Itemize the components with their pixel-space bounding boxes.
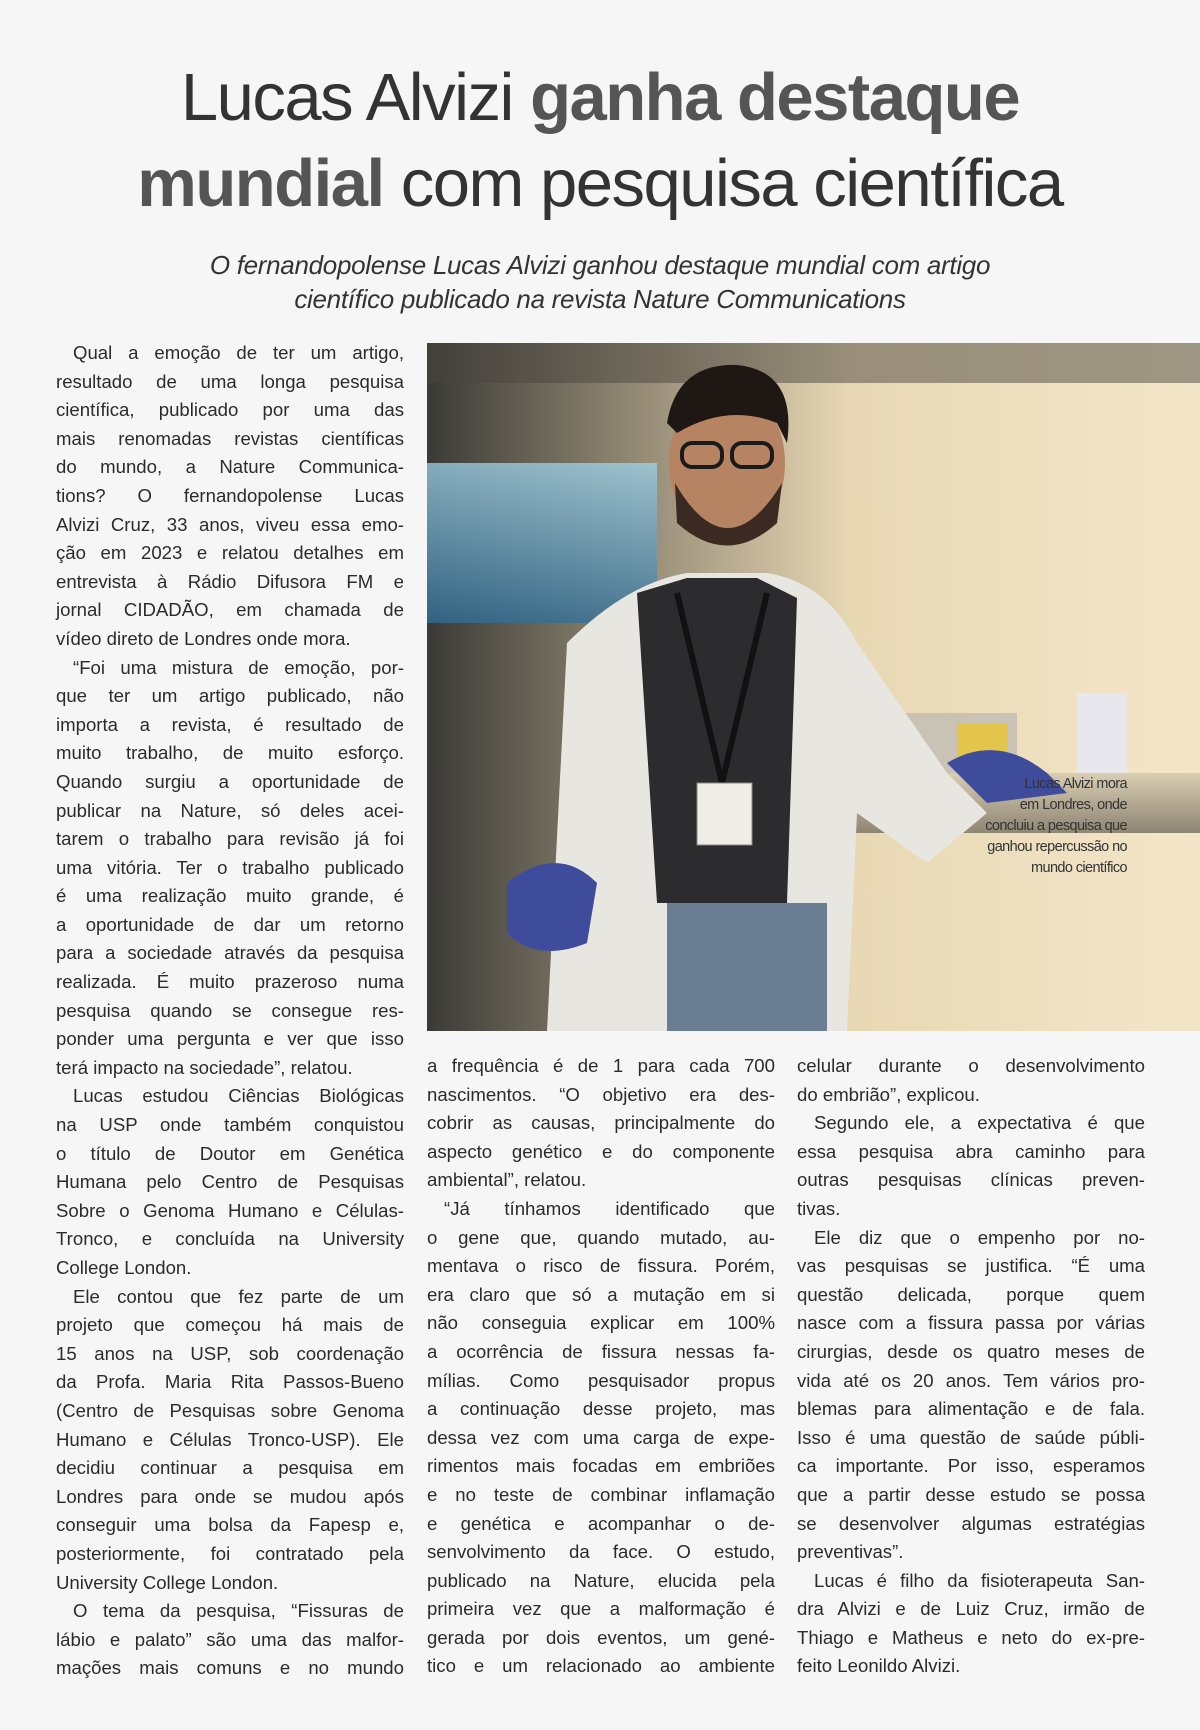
caption-line: concluiu a pesquisa que [985, 818, 1127, 834]
subheadline [0, 248, 1200, 316]
paragraph-line: uma vitória. Ter o trabalho publicado [56, 856, 404, 878]
paragraph-line: Alvizi Cruz, 33 anos, viveu essa emo- [56, 513, 404, 535]
paragraph-line: resultado de uma longa pesquisa [56, 370, 404, 392]
paragraph-line: publicar na Nature, só deles acei- [56, 799, 404, 821]
paragraph-line: questão delicada, porque quem [797, 1283, 1145, 1305]
paragraph-line: 15 anos na USP, sob coordenação [56, 1342, 404, 1364]
paragraph-line: cirurgias, desde os quatro meses de [797, 1340, 1145, 1362]
subheadline-line: O fernandopolense Lucas Alvizi ganhou destaque mundial com artigo [209, 250, 991, 280]
paragraph-line: para a sociedade através da pesquisa [56, 942, 404, 964]
paragraph-line: o título de Doutor em Genética [56, 1142, 404, 1164]
headline-light: Lucas Alvizi [180, 60, 513, 135]
paragraph-line: feito Leonildo Alvizi. [797, 1655, 961, 1677]
article-paragraph [427, 1195, 775, 1681]
paragraph-line: do mundo, a Nature Communica- [56, 456, 404, 478]
paragraph-line: ambiental”, relatou. [427, 1169, 587, 1191]
caption-line: em Londres, onde [1019, 797, 1127, 813]
paragraph-line: Londres para onde se mudou após [56, 1485, 404, 1507]
paragraph-line: tico e um relacionado ao ambiente [427, 1655, 775, 1677]
article-paragraph [56, 339, 404, 654]
paragraph-line: tivas. [797, 1197, 841, 1219]
caption-line: Lucas Alvizi mora [1024, 776, 1127, 792]
paragraph-line: mais renomadas revistas científicas [56, 427, 404, 449]
paragraph-line: essa pesquisa abra caminho para [797, 1140, 1145, 1162]
headline-line-1 [0, 60, 1200, 135]
lab-researcher-photo [427, 343, 1200, 1031]
paragraph-line: a continuação desse projeto, mas [427, 1398, 775, 1420]
paragraph-line: a frequência é de 1 para cada 700 [427, 1055, 775, 1076]
paragraph-line: é uma realização muito grande, é [56, 885, 404, 907]
paragraph-line: nasce com a fissura passa por várias [797, 1312, 1145, 1334]
paragraph-line: realizada. É muito prazeroso numa [56, 971, 404, 993]
paragraph-line: dra Alvizi e de Luiz Cruz, irmão de [797, 1598, 1145, 1620]
paragraph-line: mentava o risco de fissura. Porém, [427, 1255, 775, 1277]
paragraph-line: cobrir as causas, principalmente do [427, 1112, 775, 1134]
paragraph-line: (Centro de Pesquisas sobre Genoma [56, 1399, 404, 1421]
paragraph-line: se desenvolver algumas estratégias [797, 1512, 1145, 1534]
paragraph-line: muito trabalho, de muito esforço. [56, 742, 404, 764]
paragraph-line: ção em 2023 e relatou detalhes em [56, 542, 404, 564]
paragraph-line: e genética e acompanhar o de- [427, 1512, 775, 1534]
paragraph-line: projeto que começou há mais de [56, 1314, 404, 1336]
paragraph-line: a oportunidade de dar um retorno [56, 913, 404, 935]
paragraph-line: senvolvimento da face. O estudo, [427, 1541, 775, 1563]
article-paragraph [56, 1082, 404, 1282]
paragraph-line: Humana pelo Centro de Pesquisas [56, 1171, 404, 1193]
paragraph-line: entrevista à Rádio Difusora FM e [56, 570, 404, 592]
paragraph-line: outras pesquisas clínicas preven- [797, 1169, 1145, 1191]
paragraph-line: Ele contou que fez parte de um [73, 1285, 404, 1307]
article-paragraph [797, 1224, 1145, 1567]
paragraph-line: “Já tínhamos identificado que [444, 1197, 775, 1219]
paragraph-line: importa a revista, é resultado de [56, 713, 404, 735]
paragraph-line: posteriormente, foi contratado pela [56, 1542, 404, 1564]
paragraph-line: da Profa. Maria Rita Passos-Bueno [56, 1371, 404, 1393]
paragraph-line: publicado na Nature, elucida pela [427, 1569, 775, 1591]
paragraph-line: Qual a emoção de ter um artigo, [73, 342, 404, 363]
article-paragraph [56, 654, 404, 1083]
photo-caption [985, 774, 1127, 879]
paragraph-line: tarem o trabalho para revisão já foi [56, 828, 404, 850]
paragraph-line: nascimentos. “O objetivo era des- [427, 1083, 775, 1105]
paragraph-line: blemas para alimentação e de fala. [797, 1398, 1145, 1420]
paragraph-line: Lucas é filho da fisioterapeuta San- [814, 1569, 1145, 1591]
paragraph-line: University College London. [56, 1571, 279, 1593]
article-paragraph [797, 1109, 1145, 1223]
paragraph-line: terá impacto na sociedade”, relatou. [56, 1056, 353, 1078]
caption-line: mundo científico [1031, 860, 1127, 876]
article-column-3 [797, 1052, 1145, 1681]
paragraph-line: vida até os 20 anos. Tem vários pro- [797, 1369, 1145, 1391]
paragraph-line: Lucas estudou Ciências Biológicas [73, 1085, 404, 1107]
paragraph-line: jornal CIDADÃO, em chamada de [56, 599, 404, 621]
paragraph-line: dessa vez com uma carga de expe- [427, 1426, 775, 1448]
paragraph-line: Quando surgiu a oportunidade de [56, 770, 404, 792]
paragraph-line: Humano e Células Tronco-USP). Ele [56, 1428, 404, 1450]
headline-bold: ganha destaque [530, 60, 1020, 135]
article-paragraph [56, 1283, 404, 1598]
paragraph-line: Isso é uma questão de saúde públi- [797, 1426, 1145, 1448]
headline-line-2 [0, 146, 1200, 221]
paragraph-line: do embrião”, explicou. [797, 1083, 980, 1105]
paragraph-line: ponder uma pergunta e ver que isso [56, 1028, 404, 1050]
article-paragraph [427, 1052, 775, 1195]
caption-line: ganhou repercussão no [987, 839, 1127, 855]
paragraph-line: mílias. Como pesquisador propus [427, 1369, 775, 1391]
paragraph-line: primeira vez que a malformação é [427, 1598, 775, 1620]
paragraph-line: decidiu continuar a pesquisa em [56, 1457, 404, 1479]
paragraph-line: que a partir desse estudo se possa [797, 1483, 1145, 1505]
article-paragraph [797, 1052, 1145, 1109]
paragraph-line: tions? O fernandopolense Lucas [56, 484, 404, 506]
paragraph-line: que ter um artigo publicado, não [56, 685, 404, 707]
paragraph-line: era claro que só a mutação em si [427, 1283, 775, 1305]
article-paragraph [797, 1567, 1145, 1681]
paragraph-line: ca importante. Por isso, esperamos [797, 1455, 1145, 1477]
article-column-1 [56, 339, 404, 1683]
paragraph-line: Ele diz que o empenho por no- [814, 1226, 1145, 1248]
headline-bold: mundial [137, 146, 384, 221]
paragraph-line: “Foi uma mistura de emoção, por- [73, 656, 404, 678]
paragraph-line: O tema da pesquisa, “Fissuras de [73, 1600, 404, 1622]
paragraph-line: lábio e palato” são uma das malfor- [56, 1628, 404, 1650]
paragraph-line: não conseguia explicar em 100% [427, 1312, 775, 1334]
paragraph-line: celular durante o desenvolvimento [797, 1055, 1145, 1076]
paragraph-line: Segundo ele, a expectativa é que [814, 1112, 1145, 1134]
paragraph-line: gerada por dois eventos, um gené- [427, 1626, 775, 1648]
paragraph-line: científica, publicado por uma das [56, 399, 404, 421]
article-paragraph [56, 1597, 404, 1683]
paragraph-line: rimentos mais focadas em embriões [427, 1455, 775, 1477]
paragraph-line: na USP onde também conquistou [56, 1114, 404, 1136]
paragraph-line: College London. [56, 1257, 192, 1278]
paragraph-line: vídeo direto de Londres onde mora. [56, 627, 351, 649]
paragraph-line: a ocorrência de fissura nessas fa- [427, 1340, 775, 1362]
paragraph-line: mações mais comuns e no mundo [56, 1657, 404, 1679]
paragraph-line: conseguir uma bolsa da Fapesp e, [56, 1514, 404, 1536]
article-column-2 [427, 1052, 775, 1681]
paragraph-line: vas pesquisas se justifica. “É uma [797, 1255, 1145, 1277]
subheadline-line: científico publicado na revista Nature Communications [294, 284, 906, 314]
paragraph-line: Thiago e Matheus e neto do ex-pre- [797, 1626, 1145, 1648]
paragraph-line: pesquisa quando se consegue res- [56, 999, 404, 1021]
paragraph-line: o gene que, quando mutado, au- [427, 1226, 775, 1248]
headline-light: com pesquisa científica [400, 146, 1063, 221]
paragraph-line: Tronco, e concluída na University [56, 1228, 404, 1250]
article-photo [427, 343, 1200, 1031]
paragraph-line: e no teste de combinar inflamação [427, 1483, 775, 1505]
paragraph-line: Sobre o Genoma Humano e Células- [56, 1199, 404, 1221]
paragraph-line: aspecto genético e do componente [427, 1140, 775, 1162]
paragraph-line: preventivas”. [797, 1541, 904, 1563]
